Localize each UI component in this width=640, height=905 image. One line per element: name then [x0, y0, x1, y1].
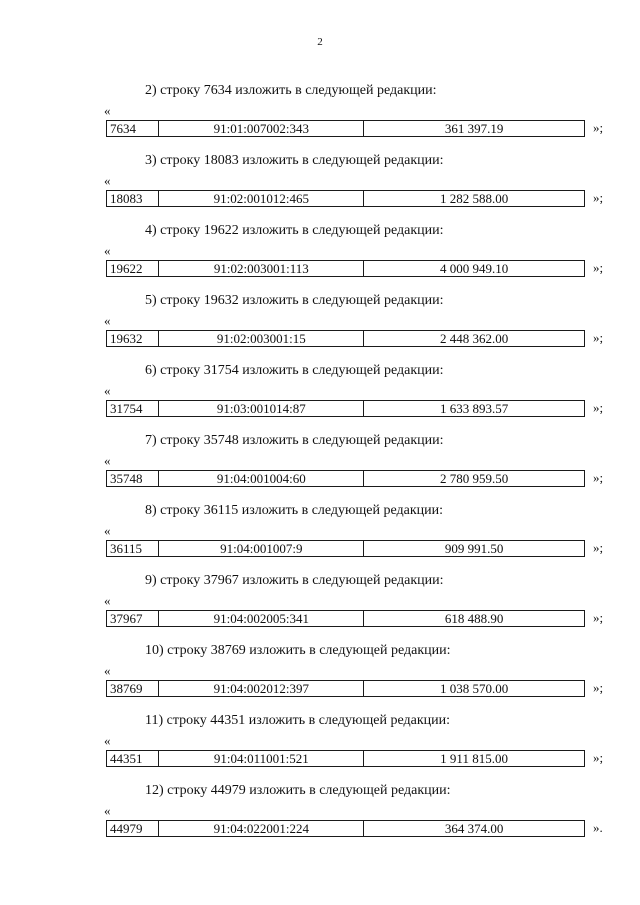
closing-quote: ».	[593, 820, 603, 835]
row-number-cell: 7634	[107, 121, 159, 137]
amendment-entry	[0, 713, 640, 783]
amendment-heading: 2) строку 7634 изложить в следующей редакции:	[145, 83, 437, 98]
page-number: 2	[317, 36, 323, 48]
opening-quote: «	[104, 663, 111, 678]
closing-quote: »;	[593, 540, 604, 555]
value-cell: 2 780 959.50	[364, 471, 585, 487]
amendment-entry	[0, 293, 640, 363]
closing-quote: »;	[593, 750, 604, 765]
closing-quote: »;	[593, 330, 604, 345]
amendment-table	[106, 540, 585, 557]
row-number-cell: 38769	[107, 681, 159, 697]
table-row	[107, 121, 585, 137]
opening-quote: «	[104, 313, 111, 328]
amendment-entry	[0, 153, 640, 223]
cadastral-number-cell: 91:04:002012:397	[159, 681, 364, 697]
closing-quote: »;	[593, 680, 604, 695]
amendment-heading: 5) строку 19632 изложить в следующей редакции:	[145, 293, 444, 308]
amendment-heading: 10) строку 38769 изложить в следующей редакции:	[145, 643, 451, 658]
amendment-table	[106, 820, 585, 837]
row-number-cell: 37967	[107, 611, 159, 627]
row-number-cell: 18083	[107, 191, 159, 207]
amendment-table	[106, 750, 585, 767]
cadastral-number-cell: 91:04:011001:521	[159, 751, 364, 767]
amendment-heading: 11) строку 44351 изложить в следующей редакции:	[145, 713, 451, 728]
amendment-heading: 12) строку 44979 изложить в следующей редакции:	[145, 783, 451, 798]
table-row	[107, 541, 585, 557]
amendment-table	[106, 680, 585, 697]
cadastral-number-cell: 91:01:007002:343	[159, 121, 364, 137]
closing-quote: »;	[593, 610, 604, 625]
opening-quote: «	[104, 593, 111, 608]
row-number-cell: 31754	[107, 401, 159, 417]
table-row	[107, 751, 585, 767]
cadastral-number-cell: 91:04:001004:60	[159, 471, 364, 487]
value-cell: 1 282 588.00	[364, 191, 585, 207]
amendment-table	[106, 610, 585, 627]
amendment-table	[106, 260, 585, 277]
opening-quote: «	[104, 523, 111, 538]
cadastral-number-cell: 91:04:001007:9	[159, 541, 364, 557]
amendment-table	[106, 330, 585, 347]
table-row	[107, 401, 585, 417]
value-cell: 364 374.00	[364, 821, 585, 837]
amendment-heading: 7) строку 35748 изложить в следующей редакции:	[145, 433, 444, 448]
amendment-entry	[0, 433, 640, 503]
amendment-heading: 3) строку 18083 изложить в следующей редакции:	[145, 153, 444, 168]
value-cell: 1 633 893.57	[364, 401, 585, 417]
opening-quote: «	[104, 383, 111, 398]
table-row	[107, 261, 585, 277]
cadastral-number-cell: 91:02:001012:465	[159, 191, 364, 207]
table-row	[107, 471, 585, 487]
cadastral-number-cell: 91:02:003001:15	[159, 331, 364, 347]
table-row	[107, 681, 585, 697]
value-cell: 909 991.50	[364, 541, 585, 557]
value-cell: 1 911 815.00	[364, 751, 585, 767]
amendment-entry	[0, 503, 640, 573]
cadastral-number-cell: 91:04:002005:341	[159, 611, 364, 627]
amendment-table	[106, 190, 585, 207]
row-number-cell: 19632	[107, 331, 159, 347]
opening-quote: «	[104, 243, 111, 258]
opening-quote: «	[104, 803, 111, 818]
amendment-entry	[0, 83, 640, 153]
value-cell: 618 488.90	[364, 611, 585, 627]
opening-quote: «	[104, 173, 111, 188]
closing-quote: »;	[593, 400, 604, 415]
amendment-entry	[0, 363, 640, 433]
opening-quote: «	[104, 103, 111, 118]
row-number-cell: 35748	[107, 471, 159, 487]
amendment-heading: 4) строку 19622 изложить в следующей редакции:	[145, 223, 444, 238]
amendment-list	[0, 83, 640, 853]
amendment-table	[106, 470, 585, 487]
value-cell: 361 397.19	[364, 121, 585, 137]
value-cell: 4 000 949.10	[364, 261, 585, 277]
amendment-table	[106, 400, 585, 417]
row-number-cell: 36115	[107, 541, 159, 557]
closing-quote: »;	[593, 470, 604, 485]
cadastral-number-cell: 91:04:022001:224	[159, 821, 364, 837]
amendment-heading: 8) строку 36115 изложить в следующей редакции:	[145, 503, 444, 518]
value-cell: 2 448 362.00	[364, 331, 585, 347]
row-number-cell: 19622	[107, 261, 159, 277]
amendment-heading: 9) строку 37967 изложить в следующей редакции:	[145, 573, 444, 588]
amendment-entry	[0, 783, 640, 853]
amendment-entry	[0, 573, 640, 643]
table-row	[107, 191, 585, 207]
amendment-entry	[0, 643, 640, 713]
amendment-entry	[0, 223, 640, 293]
closing-quote: »;	[593, 120, 604, 135]
opening-quote: «	[104, 733, 111, 748]
amendment-table	[106, 120, 585, 137]
value-cell: 1 038 570.00	[364, 681, 585, 697]
table-row	[107, 331, 585, 347]
row-number-cell: 44351	[107, 751, 159, 767]
table-row	[107, 611, 585, 627]
opening-quote: «	[104, 453, 111, 468]
cadastral-number-cell: 91:02:003001:113	[159, 261, 364, 277]
table-row	[107, 821, 585, 837]
row-number-cell: 44979	[107, 821, 159, 837]
amendment-heading: 6) строку 31754 изложить в следующей редакции:	[145, 363, 444, 378]
cadastral-number-cell: 91:03:001014:87	[159, 401, 364, 417]
closing-quote: »;	[593, 260, 604, 275]
closing-quote: »;	[593, 190, 604, 205]
